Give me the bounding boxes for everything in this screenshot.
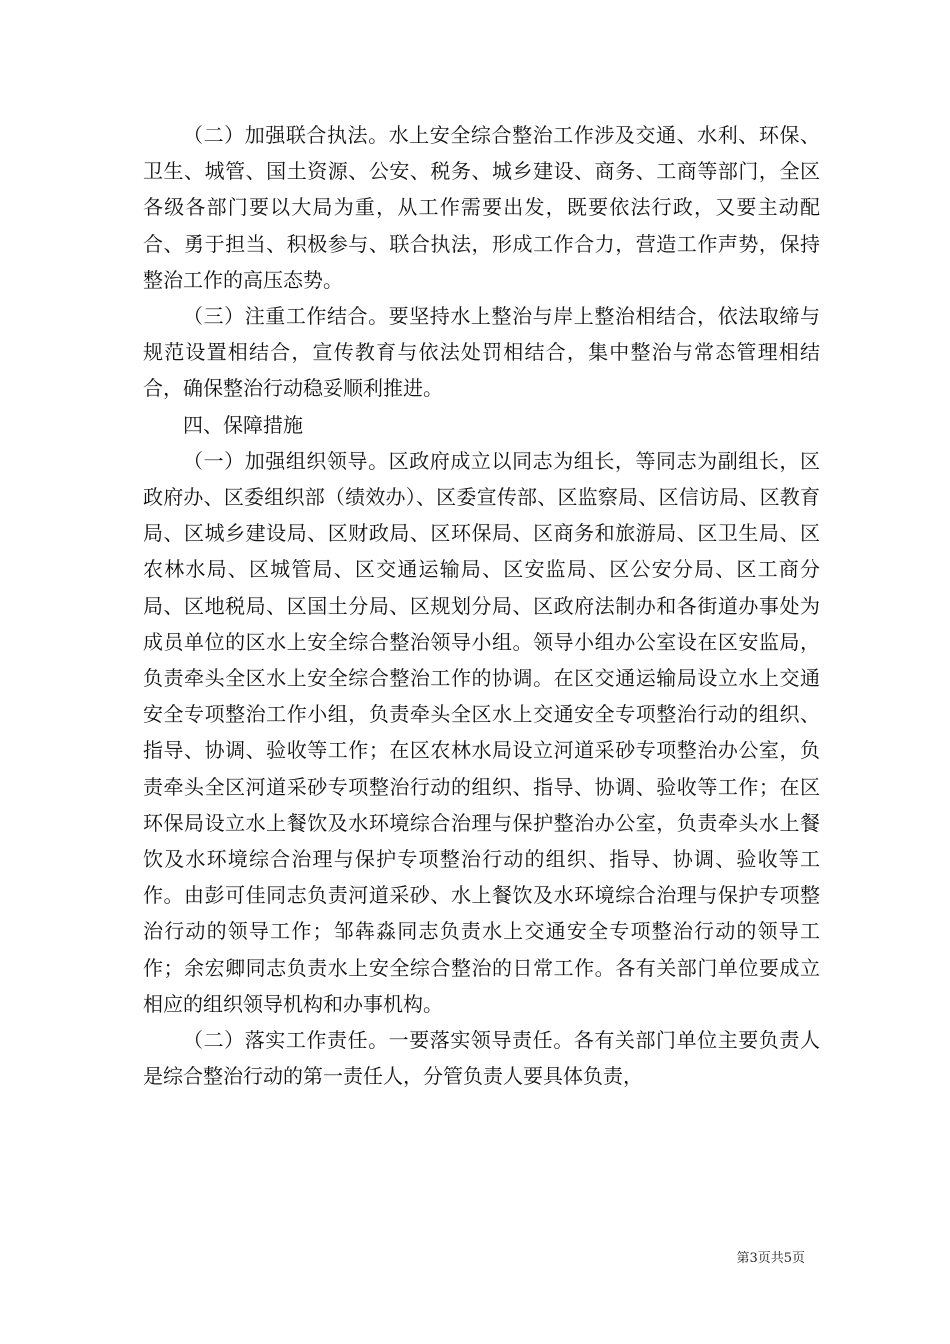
page-number: 第3页共5页 xyxy=(736,1251,805,1266)
section-heading-safeguards: 四、保障措施 xyxy=(183,412,303,437)
paragraph-joint-enforcement: （二）加强联合执法。水上安全综合整治工作涉及交通、水利、环保、卫生、城管、国土资源、公安、税务、城乡建设、商务、工商等部门，全区各级各部门要以大局为重，从工作需要出发，既要依法行政，又要主动配合、勇于担当、积极参与、联合执法，形成工作合力，营造工作声势，保持整治工作的高压态势。 xyxy=(143,123,820,292)
document-body xyxy=(143,117,820,1094)
paragraph-organizational-leadership: （一）加强组织领导。区政府成立以同志为组长，等同志为副组长，区政府办、区委组织部（绩效办）、区委宣传部、区监察局、区信访局、区教育局、区城乡建设局、区财政局、区环保局、区商务和旅游局、区卫生局、区农林水局、区城管局、区交通运输局、区安监局、区公安分局、区工商分局、区地税局、区国土分局、区规划分局、区政府法制办和各街道办事处为成员单位的区水上安全综合整治领导小组。领导小组办公室设在区安监局，负责牵头全区水上安全综合整治工作的协调。在区交通运输局设立水上交通安全专项整治工作小组，负责牵头全区水上交通安全专项整治行动的组织、指导、协调、验收等工作；在区农林水局设立河道采砂专项整治办公室，负责牵头全区河道采砂专项整治行动的组织、指导、协调、验收等工作；在区环保局设立水上餐饮及水环境综合治理与保护整治办公室，负责牵头水上餐饮及水环境综合治理与保护专项整治行动的组织、指导、协调、验收等工作。由彭可佳同志负责河道采砂、水上餐饮及水环境综合治理与保护专项整治行动的领导工作；邹犇淼同志负责水上交通安全专项整治行动的领导工作；余宏卿同志负责水上安全综合整治的日常工作。各有关部门单位要成立相应的组织领导机构和办事机构。 xyxy=(143,448,820,1016)
paragraph-work-responsibility: （二）落实工作责任。一要落实领导责任。各有关部门单位主要负责人是综合整治行动的第一责任人，分管负责人要具体负责， xyxy=(143,1028,820,1089)
paragraph-work-combination: （三）注重工作结合。要坚持水上整治与岸上整治相结合，依法取缔与规范设置相结合，宣传教育与依法处罚相结合，集中整治与常态管理相结合，确保整治行动稳妥顺利推进。 xyxy=(143,304,820,401)
